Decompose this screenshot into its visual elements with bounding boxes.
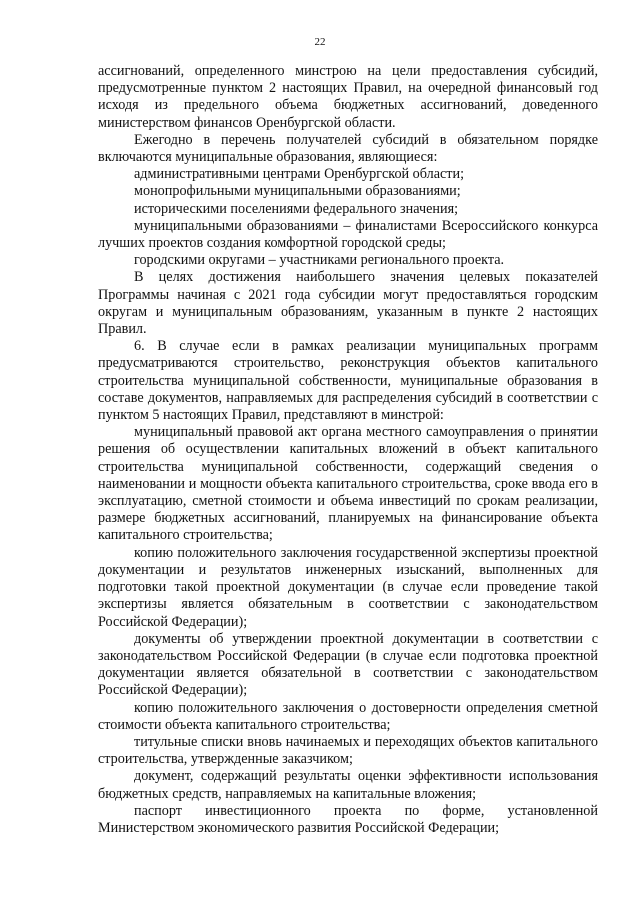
list-item-city-districts: городскими округами – участниками регионального проекта. xyxy=(134,252,505,269)
list-item-legal-act: муниципальный правовой акт органа местного самоуправления о принятии решения об осуществлении капитальных вложений в объект капитального строительства муниципальной собственности, содержащий сведения о наименовании и мощности объекта капитального строительства, сроке ввода его в эксплуатацию, сметной стоимости и объема инвестиций по срокам реализации, размере бюджетных ассигнований, планируемых на финансирование объекта капитального строительства; xyxy=(98,424,598,544)
paragraph-item-6: 6. В случае если в рамках реализации муниципальных программ предусматриваются строительство, реконструкция объектов капитального строительства муниципальной собственности, муниципальные образования в составе документов, направляемых для распределения субсидий в соответствии с пунктом 5 настоящих Правил, представляют в минстрой: xyxy=(98,338,598,424)
list-item-finalists: муниципальными образованиями – финалистами Всероссийского конкурса лучших проектов создания комфортной городской среды; xyxy=(98,217,598,252)
list-item-cost-conclusion: копию положительного заключения о достоверности определения сметной стоимости объекта капитального строительства; xyxy=(98,699,598,733)
document-body xyxy=(98,63,598,837)
list-item-passport: паспорт инвестиционного проекта по форме, установленной Министерством экономического развития Российской Федерации; xyxy=(98,802,598,836)
list-item-title-lists: титульные списки вновь начинаемых и переходящих объектов капитального строительства, утвержденные заказчиком; xyxy=(98,733,598,768)
list-item-monoprofile: монопрофильными муниципальными образованиями; xyxy=(134,183,461,200)
list-item-admin-centers: административными центрами Оренбургской области; xyxy=(134,166,465,183)
paragraph-recipients-intro: Ежегодно в перечень получателей субсидий в обязательном порядке включаются муниципальные образования, являющиеся: xyxy=(98,131,598,166)
paragraph-continuation: ассигнований, определенного минстрою на цели предоставления субсидий, предусмотренные пунктом 2 настоящих Правил, на очередной финансовый год исходя из предельного объема бюджетных ассигнований, доведенного министерством финансов Оренбургской области. xyxy=(98,63,598,131)
list-item-approval-documents: документы об утверждении проектной документации в соответствии с законодательством Российской Федерации (в случае если подготовка проектной документации является обязательной в соответствии с законодательством Российской Федерации); xyxy=(98,630,598,699)
list-item-expertise: копию положительного заключения государственной экспертизы проектной документации и результатов инженерных изысканий, выполненных для подготовки такой проектной документации (в случае если проведение такой экспертизы является обязательным в соответствии с законодательством Российской Федерации); xyxy=(98,544,598,630)
paragraph-target-indicators: В целях достижения наибольшего значения целевых показателей Программы начиная с 2021 года субсидии могут предоставляться городским округам и муниципальным образованиям, указанным в пункте 2 настоящих Правил. xyxy=(98,269,598,338)
page-number: 22 xyxy=(314,36,326,48)
list-item-efficiency: документ, содержащий результаты оценки эффективности использования бюджетных средств, направляемых на капитальные вложения; xyxy=(98,768,598,802)
list-item-historical: историческими поселениями федерального значения; xyxy=(134,200,459,217)
